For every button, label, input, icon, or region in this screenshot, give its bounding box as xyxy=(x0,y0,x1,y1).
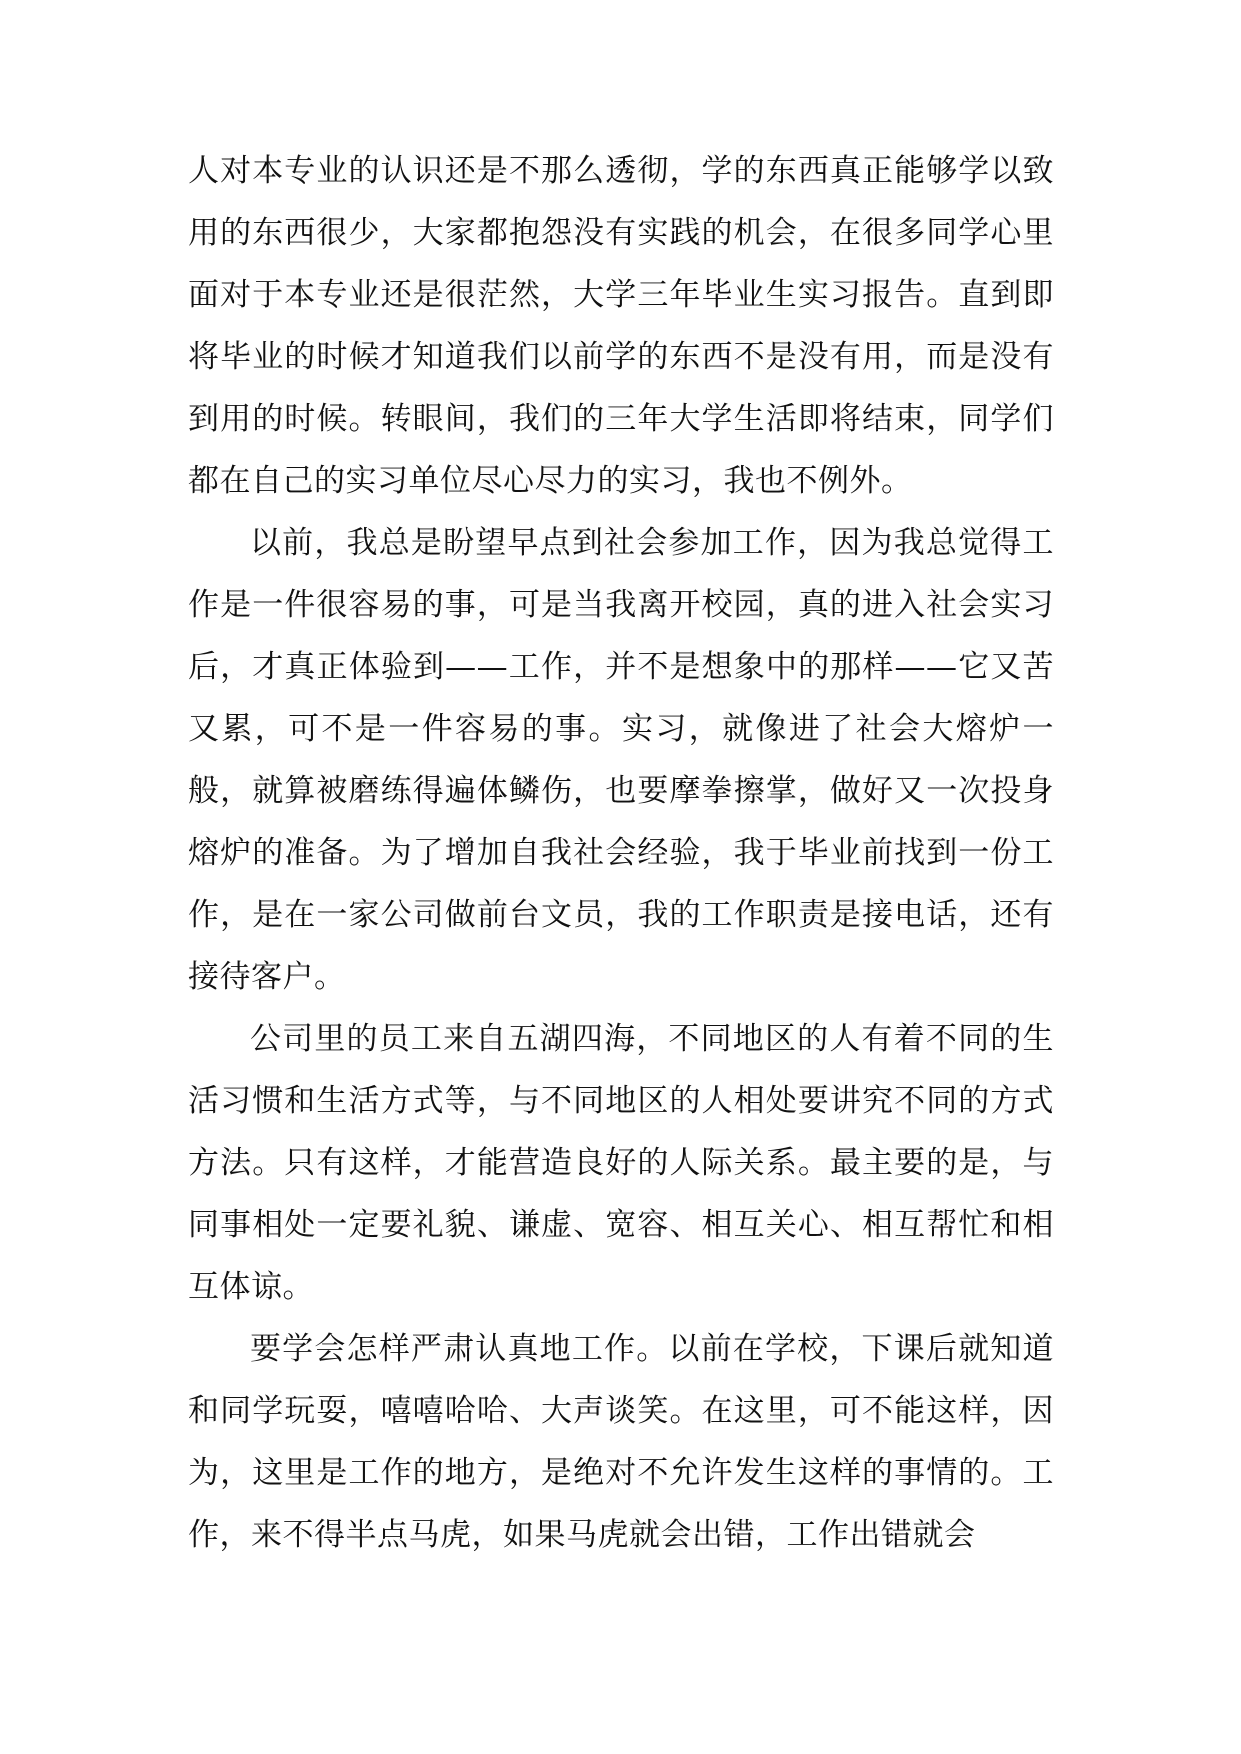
paragraph-2: 以前，我总是盼望早点到社会参加工作，因为我总觉得工作是一件很容易的事，可是当我离开校园，真的进入社会实习后，才真正体验到——工作，并不是想象中的那样——它又苦又累，可不是一件容易的事。实习，就像进了社会大熔炉一般，就算被磨练得遍体鳞伤，也要摩拳擦掌，做好又一次投身熔炉的准备。为了增加自我社会经验，我于毕业前找到一份工作，是在一家公司做前台文员，我的工作职责是接电话，还有接待客户。 xyxy=(188,525,1054,995)
paragraph-1: 人对本专业的认识还是不那么透彻，学的东西真正能够学以致用的东西很少，大家都抱怨没有实践的机会，在很多同学心里面对于本专业还是很茫然，大学三年毕业生实习报告。直到即将毕业的时候才知道我们以前学的东西不是没有用，而是没有到用的时候。转眼间，我们的三年大学生活即将结束，同学们都在自己的实习单位尽心尽力的实习，我也不例外。 xyxy=(188,153,1054,499)
document-body xyxy=(188,140,1054,1566)
paragraph-3: 公司里的员工来自五湖四海，不同地区的人有着不同的生活习惯和生活方式等，与不同地区的人相处要讲究不同的方式方法。只有这样，才能营造良好的人际关系。最主要的是，与同事相处一定要礼貌、谦虚、宽容、相互关心、相互帮忙和相互体谅。 xyxy=(188,1021,1054,1305)
paragraph-4: 要学会怎样严肃认真地工作。以前在学校，下课后就知道和同学玩耍，嘻嘻哈哈、大声谈笑。在这里，可不能这样，因为，这里是工作的地方，是绝对不允许发生这样的事情的。工作，来不得半点马虎，如果马虎就会出错，工作出错就会 xyxy=(188,1331,1054,1553)
